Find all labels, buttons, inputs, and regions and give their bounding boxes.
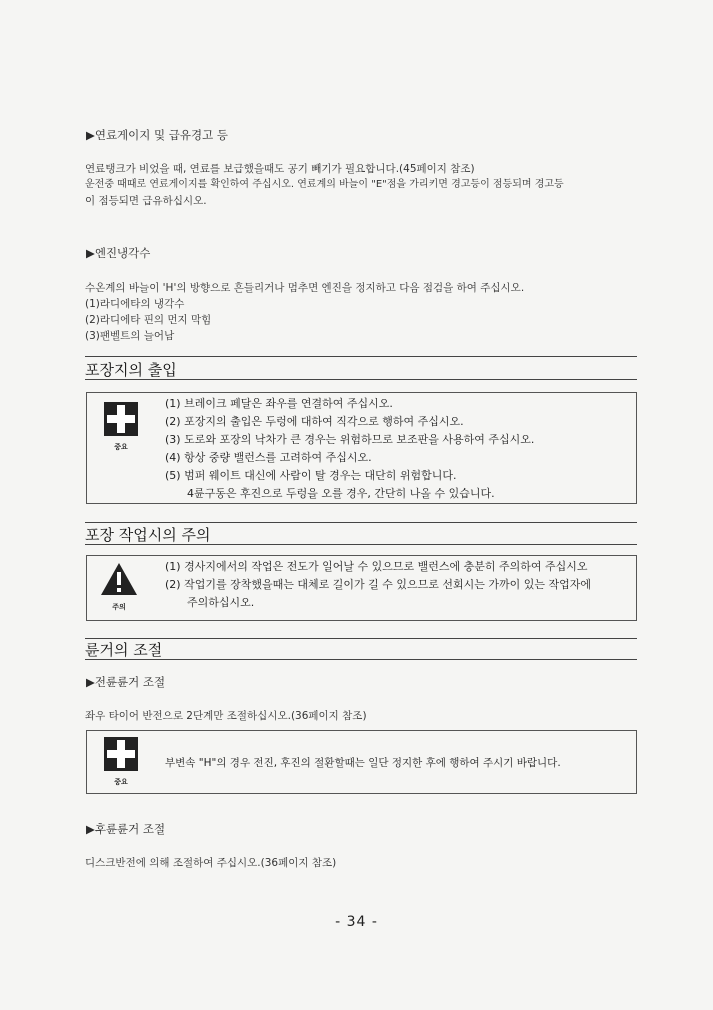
field-entry-item-2: (2) 포장지의 출입은 두렁에 대하여 직각으로 행하여 주십시오. <box>165 415 464 428</box>
fuel-line-1: 연료탱크가 비었을 때, 연료를 보급했을때도 공기 빼기가 필요합니다.(45페이지 참조) <box>85 163 475 175</box>
field-entry-item-5: (5) 범퍼 웨이트 대신에 사람이 탈 경우는 대단히 위험합니다. <box>165 469 457 482</box>
field-entry-item-4: (4) 항상 중량 밸런스를 고려하여 주십시오. <box>165 451 372 464</box>
section-rule-top <box>85 522 637 523</box>
section-rule-top <box>85 356 637 357</box>
field-entry-list <box>165 395 534 503</box>
field-work-caution-box <box>86 555 637 621</box>
cross-icon <box>104 737 138 771</box>
field-entry-item-1: (1) 브레이크 페달은 좌우를 연결하여 주십시오. <box>165 397 393 410</box>
coolant-line-4: (3)팬벨트의 늘어남 <box>85 330 175 342</box>
section-title-tread-adjust: 륜거의 조절 <box>85 641 163 659</box>
important-label: 중요 <box>114 778 128 786</box>
front-tread-text: 좌우 타이어 반전으로 2단계만 조절하십시오.(36페이지 참조) <box>85 710 367 722</box>
caution-label: 주의 <box>112 603 126 611</box>
rear-tread-heading: ▶후륜륜거 조절 <box>86 822 166 836</box>
field-entry-item-3: (3) 도로와 포장의 낙차가 큰 경우는 위험하므로 보조판을 사용하여 주십시오. <box>165 433 535 446</box>
coolant-line-1: 수온계의 바늘이 'H'의 방향으로 흔들리거나 멈추면 엔진을 정지하고 다음 점검을 하여 주십시오. <box>85 282 525 294</box>
coolant-heading: ▶엔진냉각수 <box>86 246 151 260</box>
section-rule-bottom <box>85 659 637 660</box>
section-rule-bottom <box>85 544 637 545</box>
front-tread-heading: ▶전륜륜거 조절 <box>86 675 166 689</box>
fuel-line-3: 이 점등되면 급유하십시오. <box>85 195 207 207</box>
field-work-item-1: (1) 경사지에서의 작업은 전도가 일어날 수 있으므로 밸런스에 충분히 주의하여 주십시오 <box>165 560 588 573</box>
important-badge <box>101 402 141 452</box>
rear-tread-text: 디스크반전에 의해 조절하여 주십시오.(36페이지 참조) <box>85 857 337 869</box>
warning-triangle-icon <box>100 562 138 596</box>
coolant-line-3: (2)라디에타 핀의 먼지 막힘 <box>85 314 212 326</box>
cross-icon <box>104 402 138 436</box>
fuel-heading: ▶연료게이지 및 급유경고 등 <box>86 128 229 142</box>
section-title-field-work: 포장 작업시의 주의 <box>85 526 211 544</box>
field-work-list <box>165 558 591 612</box>
section-rule-top <box>85 638 637 639</box>
tread-important-text <box>165 754 561 772</box>
fuel-line-2: 운전중 때때로 연료게이지를 확인하여 주십시오. 연료계의 바늘이 "E"점을 가리키면 경고등이 점등되며 경고등 <box>85 179 564 190</box>
field-entry-item-5-cont: 4륜구동은 후진으로 두렁을 오를 경우, 간단히 나올 수 있습니다. <box>187 487 495 500</box>
coolant-text <box>85 280 524 344</box>
coolant-line-2: (1)라디에타의 냉각수 <box>85 298 185 310</box>
tread-important-box <box>86 730 637 794</box>
important-label: 중요 <box>114 443 128 451</box>
section-title-field-entry: 포장지의 출입 <box>85 361 177 379</box>
fuel-text <box>85 161 564 209</box>
important-badge <box>101 737 141 787</box>
field-entry-notice-box <box>86 392 637 504</box>
tread-important-line: 부변속 "H"의 경우 전진, 후진의 절환할때는 일단 정지한 후에 행하여 주시기 바랍니다. <box>165 757 561 769</box>
caution-badge <box>99 562 139 612</box>
field-work-item-2: (2) 작업기를 장착했을때는 대체로 길이가 길 수 있으므로 선회시는 가까이 있는 작업자에 <box>165 578 591 591</box>
field-work-item-2-cont: 주의하십시오. <box>187 596 255 609</box>
page-number: - 34 - <box>335 914 378 930</box>
section-rule-bottom <box>85 379 637 380</box>
